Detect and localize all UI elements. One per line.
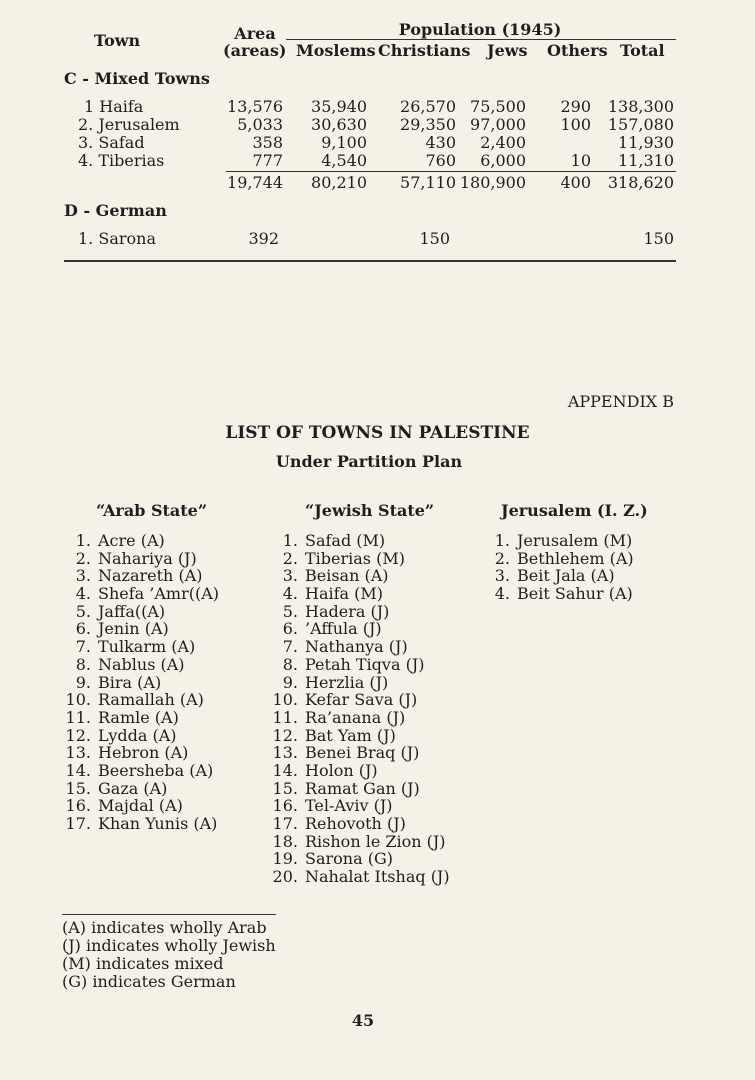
list-number: 13. (272, 743, 298, 763)
town-name: Sarona (G) (305, 849, 393, 869)
list-number: 15. (65, 778, 91, 798)
town-name: Hebron (A) (98, 743, 189, 763)
list-number: 5. (282, 601, 298, 621)
list-number: 7. (75, 637, 91, 657)
town-name: Ramallah (A) (98, 690, 204, 710)
cell-jews: 75,500 (470, 97, 526, 116)
list-number: 1. (282, 531, 298, 550)
list-number: 11. (272, 707, 298, 727)
list-number: 7. (282, 637, 298, 657)
town-name: Acre (A) (98, 531, 165, 550)
town-name: Lydda (A) (98, 725, 177, 745)
cell-total: 138,300 (607, 97, 674, 116)
list-number: 1. (494, 531, 510, 550)
table-row (0, 133, 755, 152)
town-name: Majdal (A) (98, 796, 183, 816)
column-heading-jewish-state: “Jewish State” (305, 501, 435, 520)
cell-christians: 26,570 (400, 97, 456, 116)
column-header-moslems: Moslems (296, 41, 376, 60)
appendix-label: APPENDIX B (567, 392, 674, 411)
section-heading-german: D - German (64, 201, 167, 220)
column-header-total: Total (620, 41, 665, 60)
table-bottom-rule (64, 260, 676, 262)
total-area: 19,744 (227, 173, 283, 192)
cell-town: 1. Sarona (78, 229, 156, 248)
list-number: 2. (75, 548, 91, 568)
total-jews: 180,900 (459, 173, 526, 192)
town-name: Jerusalem (M) (517, 531, 633, 550)
town-name: Safad (M) (305, 531, 386, 550)
cell-area: 392 (248, 229, 279, 248)
list-number: 11. (65, 707, 91, 727)
list-number: 5. (75, 601, 91, 621)
list-number: 4. (282, 584, 298, 604)
list-number: 1. (75, 531, 91, 550)
town-name: Bethlehem (A) (517, 548, 634, 568)
column-heading-arab-state: “Arab State” (96, 501, 208, 520)
list-number: 3. (75, 566, 91, 586)
town-name: Nathanya (J) (305, 637, 408, 657)
list-number: 8. (282, 654, 298, 674)
town-name: Tel-Aviv (J) (305, 796, 393, 816)
cell-christians: 29,350 (400, 115, 456, 134)
town-name: Beisan (A) (305, 566, 389, 586)
footnote-mixed: (M) indicates mixed (62, 954, 224, 973)
list-number: 4. (494, 584, 510, 604)
cell-others: 290 (560, 97, 591, 116)
cell-town: 1 Haifa (84, 97, 144, 116)
appendix-title: LIST OF TOWNS IN PALESTINE (225, 423, 530, 443)
totals-row (0, 173, 755, 192)
list-number: 6. (75, 619, 91, 639)
list-number: 3. (494, 566, 510, 586)
cell-others: 10 (570, 151, 591, 170)
cell-others: 100 (560, 115, 591, 134)
town-name: Gaza (A) (98, 778, 168, 798)
town-name: Jenin (A) (98, 619, 169, 639)
cell-area: 5,033 (237, 115, 283, 134)
appendix-subtitle: Under Partition Plan (275, 452, 463, 471)
footnote-arab: (A) indicates wholly Arab (62, 918, 267, 937)
footnote-german: (G) indicates German (62, 972, 236, 991)
town-name: Petah Tiqva (J) (305, 654, 425, 674)
cell-christians: 430 (425, 133, 456, 152)
town-name: Benei Braq (J) (305, 743, 420, 763)
list-number: 2. (282, 548, 298, 568)
town-name: Kefar Sava (J) (305, 690, 418, 710)
town-name: Nahalat Itshaq (J) (305, 867, 450, 887)
town-name: Bat Yam (J) (305, 725, 396, 745)
cell-christians: 760 (425, 151, 456, 170)
list-number: 17. (65, 814, 91, 833)
cell-jews: 97,000 (470, 115, 526, 134)
cell-moslems: 9,100 (321, 133, 367, 152)
table-row (0, 115, 755, 134)
town-name: Beersheba (A) (98, 760, 214, 780)
cell-christians: 150 (419, 229, 450, 248)
cell-area: 777 (252, 151, 283, 170)
subtotal-rule (226, 171, 676, 172)
population-header-rule (286, 39, 676, 40)
list-number: 4. (75, 584, 91, 604)
footnote-jewish: (J) indicates wholly Jewish (62, 936, 276, 955)
town-name: Rishon le Zion (J) (305, 831, 446, 851)
town-name: Ra’anana (J) (305, 707, 406, 727)
town-name: Nahariya (J) (98, 548, 197, 568)
cell-town: 3. Safad (78, 133, 145, 152)
column-header-area: Area (234, 24, 276, 43)
cell-total: 150 (643, 229, 674, 248)
town-name: Holon (J) (305, 760, 378, 780)
list-number: 16. (272, 796, 298, 816)
cell-area: 13,576 (227, 97, 283, 116)
town-name: Beit Sahur (A) (517, 584, 633, 604)
table-row (0, 151, 755, 170)
list-number: 17. (272, 814, 298, 833)
total-moslems: 80,210 (311, 173, 367, 192)
town-name: Nablus (A) (98, 654, 185, 674)
column-header-christians: Christians (378, 41, 471, 60)
cell-town: 2. Jerusalem (78, 115, 180, 134)
cell-moslems: 35,940 (311, 97, 367, 116)
list-number: 18. (272, 831, 298, 851)
town-name: Nazareth (A) (98, 566, 203, 586)
town-name: Rehovoth (J) (305, 814, 406, 833)
cell-moslems: 4,540 (321, 151, 367, 170)
list-number: 2. (494, 548, 510, 568)
town-name: Haifa (M) (305, 584, 384, 604)
list-number: 9. (75, 672, 91, 692)
town-name: ’Affula (J) (305, 619, 382, 639)
column-header-area-unit: (areas) (223, 41, 287, 60)
cell-total: 11,310 (618, 151, 674, 170)
column-header-others: Others (547, 41, 608, 60)
cell-total: 11,930 (618, 133, 674, 152)
cell-town: 4. Tiberias (78, 151, 165, 170)
column-heading-jerusalem: Jerusalem (I. Z.) (501, 501, 648, 520)
town-name: Jaffa((A) (98, 601, 166, 621)
list-number: 8. (75, 654, 91, 674)
population-header: Population (1945) (398, 20, 562, 39)
cell-moslems: 30,630 (311, 115, 367, 134)
cell-jews: 6,000 (480, 151, 526, 170)
town-name: Hadera (J) (305, 601, 390, 621)
column-header-jews: Jews (487, 41, 528, 60)
total-christians: 57,110 (400, 173, 456, 192)
total-others: 400 (560, 173, 591, 192)
list-number: 14. (272, 760, 298, 780)
total-total: 318,620 (607, 173, 674, 192)
cell-area: 358 (252, 133, 283, 152)
list-number: 3. (282, 566, 298, 586)
list-number: 13. (65, 743, 91, 763)
list-number: 12. (272, 725, 298, 745)
list-number: 12. (65, 725, 91, 745)
footnote-rule (62, 914, 276, 915)
list-number: 9. (282, 672, 298, 692)
town-name: Tulkarm (A) (98, 637, 196, 657)
list-number: 16. (65, 796, 91, 816)
page-number: 45 (351, 1011, 375, 1030)
town-name: Beit Jala (A) (517, 566, 615, 586)
table-row (0, 229, 755, 248)
town-name: Khan Yunis (A) (98, 814, 218, 833)
list-number: 10. (272, 690, 298, 710)
list-number: 19. (272, 849, 298, 869)
list-number: 10. (65, 690, 91, 710)
list-number: 14. (65, 760, 91, 780)
list-number: 6. (282, 619, 298, 639)
town-name: Tiberias (M) (305, 548, 405, 568)
town-name: Shefa ’Amr((A) (98, 584, 220, 604)
town-name: Ramat Gan (J) (305, 778, 420, 798)
town-name: Herzlia (J) (305, 672, 389, 692)
list-number: 15. (272, 778, 298, 798)
column-header-town: Town (94, 31, 141, 50)
town-name: Bira (A) (98, 672, 162, 692)
cell-total: 157,080 (607, 115, 674, 134)
town-name: Ramle (A) (98, 707, 179, 727)
section-heading-mixed-towns: C - Mixed Towns (64, 69, 210, 88)
cell-jews: 2,400 (480, 133, 526, 152)
table-row (0, 97, 755, 116)
list-number: 20. (272, 867, 298, 887)
